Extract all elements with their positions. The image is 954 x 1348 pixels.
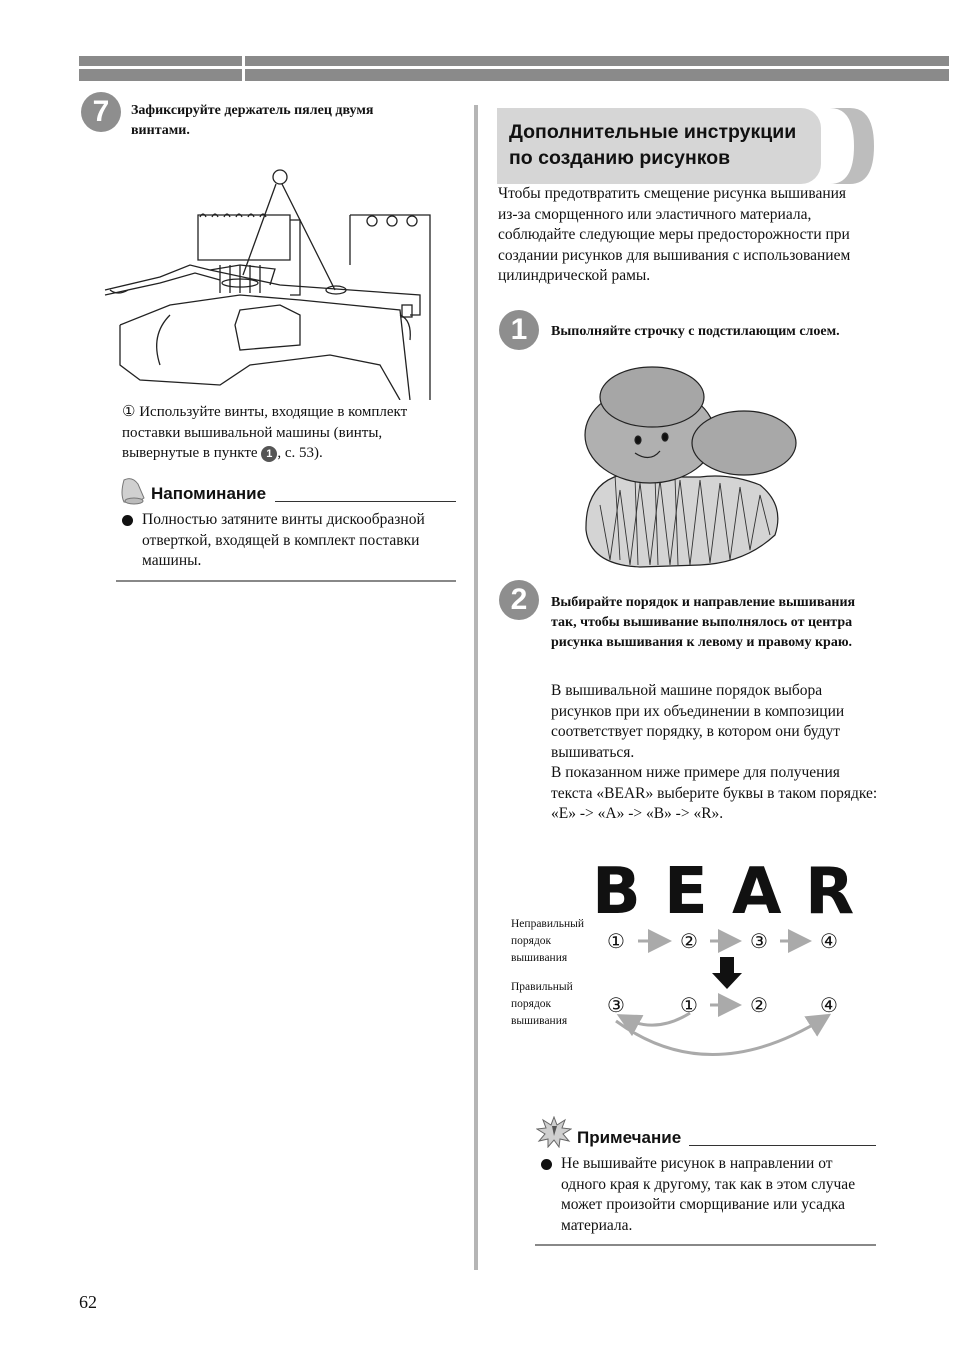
step-2-paragraph-1: В вышивальной машине порядок выбора рисунков при их объединении в композиции соответствует порядку, в котором они будут вышиваться. [551, 682, 845, 761]
note-burst-icon [536, 1116, 572, 1148]
column-divider [474, 105, 478, 1270]
step-2-text: Выбирайте порядок и направление вышивания так, чтобы вышивание выполнялось от центра рисунка вышивания к левому и правому краю. [551, 595, 856, 650]
note-bullet-dot [541, 1159, 552, 1170]
right-arrow-to-r [616, 1017, 826, 1055]
right-order-1: ③ [607, 995, 625, 1017]
step-2-badge: 2 [499, 580, 539, 620]
right-arrow-to-b [622, 1013, 690, 1025]
step-1-ref-badge: 1 [261, 446, 277, 462]
reminder-bullet-dot [122, 515, 133, 526]
bell-icon [116, 476, 148, 506]
step-7-badge: 7 [81, 92, 121, 132]
note-title: Примечание [577, 1128, 682, 1147]
right-order-4: ④ [820, 995, 838, 1017]
reminder-bullet-text: Полностью затяните винты дискообразной отверткой, входящей в комплект поставки машины. [142, 511, 425, 569]
letter-b: B [592, 855, 641, 929]
header-bar-bottom [79, 69, 949, 81]
embroidery-machine-illustration [100, 165, 440, 400]
intro-paragraph: Чтобы предотвратить смещение рисунка вышивания из-за сморщенного или эластичного материала, соблюдайте следующие меры предосторожности при создании рисунков для вышивания с использованием цилиндрической рамы. [498, 185, 851, 284]
order-arrows [600, 925, 860, 1065]
page-number: 62 [79, 1292, 97, 1312]
header-bar-top [79, 56, 949, 66]
step-2-paragraph-2: В показанном ниже примере для получения текста «BEAR» выберите буквы в таком порядке: «E» -> «A» -> «B» -> «R». [551, 764, 878, 822]
wrong-order-1: ① [607, 931, 625, 953]
step-7-text: Зафиксируйте держатель пялец двумя винтами. [131, 103, 374, 138]
note-title-underline [689, 1145, 876, 1146]
section-heading: Дополнительные инструкции по созданию рисунков [509, 121, 797, 169]
right-order-label: Правильный порядок вышивания [511, 981, 573, 1027]
callout-1-marker-text: ① [122, 404, 136, 420]
wrong-order-3: ③ [750, 931, 768, 953]
reminder-title: Напоминание [151, 484, 267, 503]
wrong-order-2: ② [680, 931, 698, 953]
step-1-badge: 1 [499, 310, 539, 350]
letter-e: E [664, 855, 708, 929]
callout-note [122, 402, 452, 464]
header-bar-separator [242, 52, 245, 84]
heading-tab-decoration [830, 108, 874, 184]
letter-r: R [805, 855, 855, 929]
callout-note-text: Используйте винты, входящие в комплект поставки вышивальной машины (винты, вывернутые в пункте [122, 404, 408, 461]
callout-page-ref: , с. 53). [277, 445, 323, 461]
callout-1-marker [273, 170, 287, 184]
reminder-bottom-rule [116, 580, 456, 582]
underlay-stitch-bear-illustration [580, 365, 800, 570]
wrong-order-label: Неправильный порядок вышивания [511, 918, 585, 964]
right-order-2: ① [680, 995, 698, 1017]
step-1-text: Выполняйте строчку с подстилающим слоем. [551, 324, 840, 339]
letter-a: A [732, 855, 782, 929]
down-arrow-icon [712, 957, 742, 989]
right-order-3: ② [750, 995, 768, 1017]
note-bullet-text: Не вышивайте рисунок в направлении от одного края к другому, так как в этом случае может произойти сморщивание или усадка материала. [561, 1155, 856, 1234]
wrong-order-4: ④ [820, 931, 838, 953]
note-bottom-rule [535, 1244, 876, 1246]
reminder-title-underline [275, 501, 456, 502]
